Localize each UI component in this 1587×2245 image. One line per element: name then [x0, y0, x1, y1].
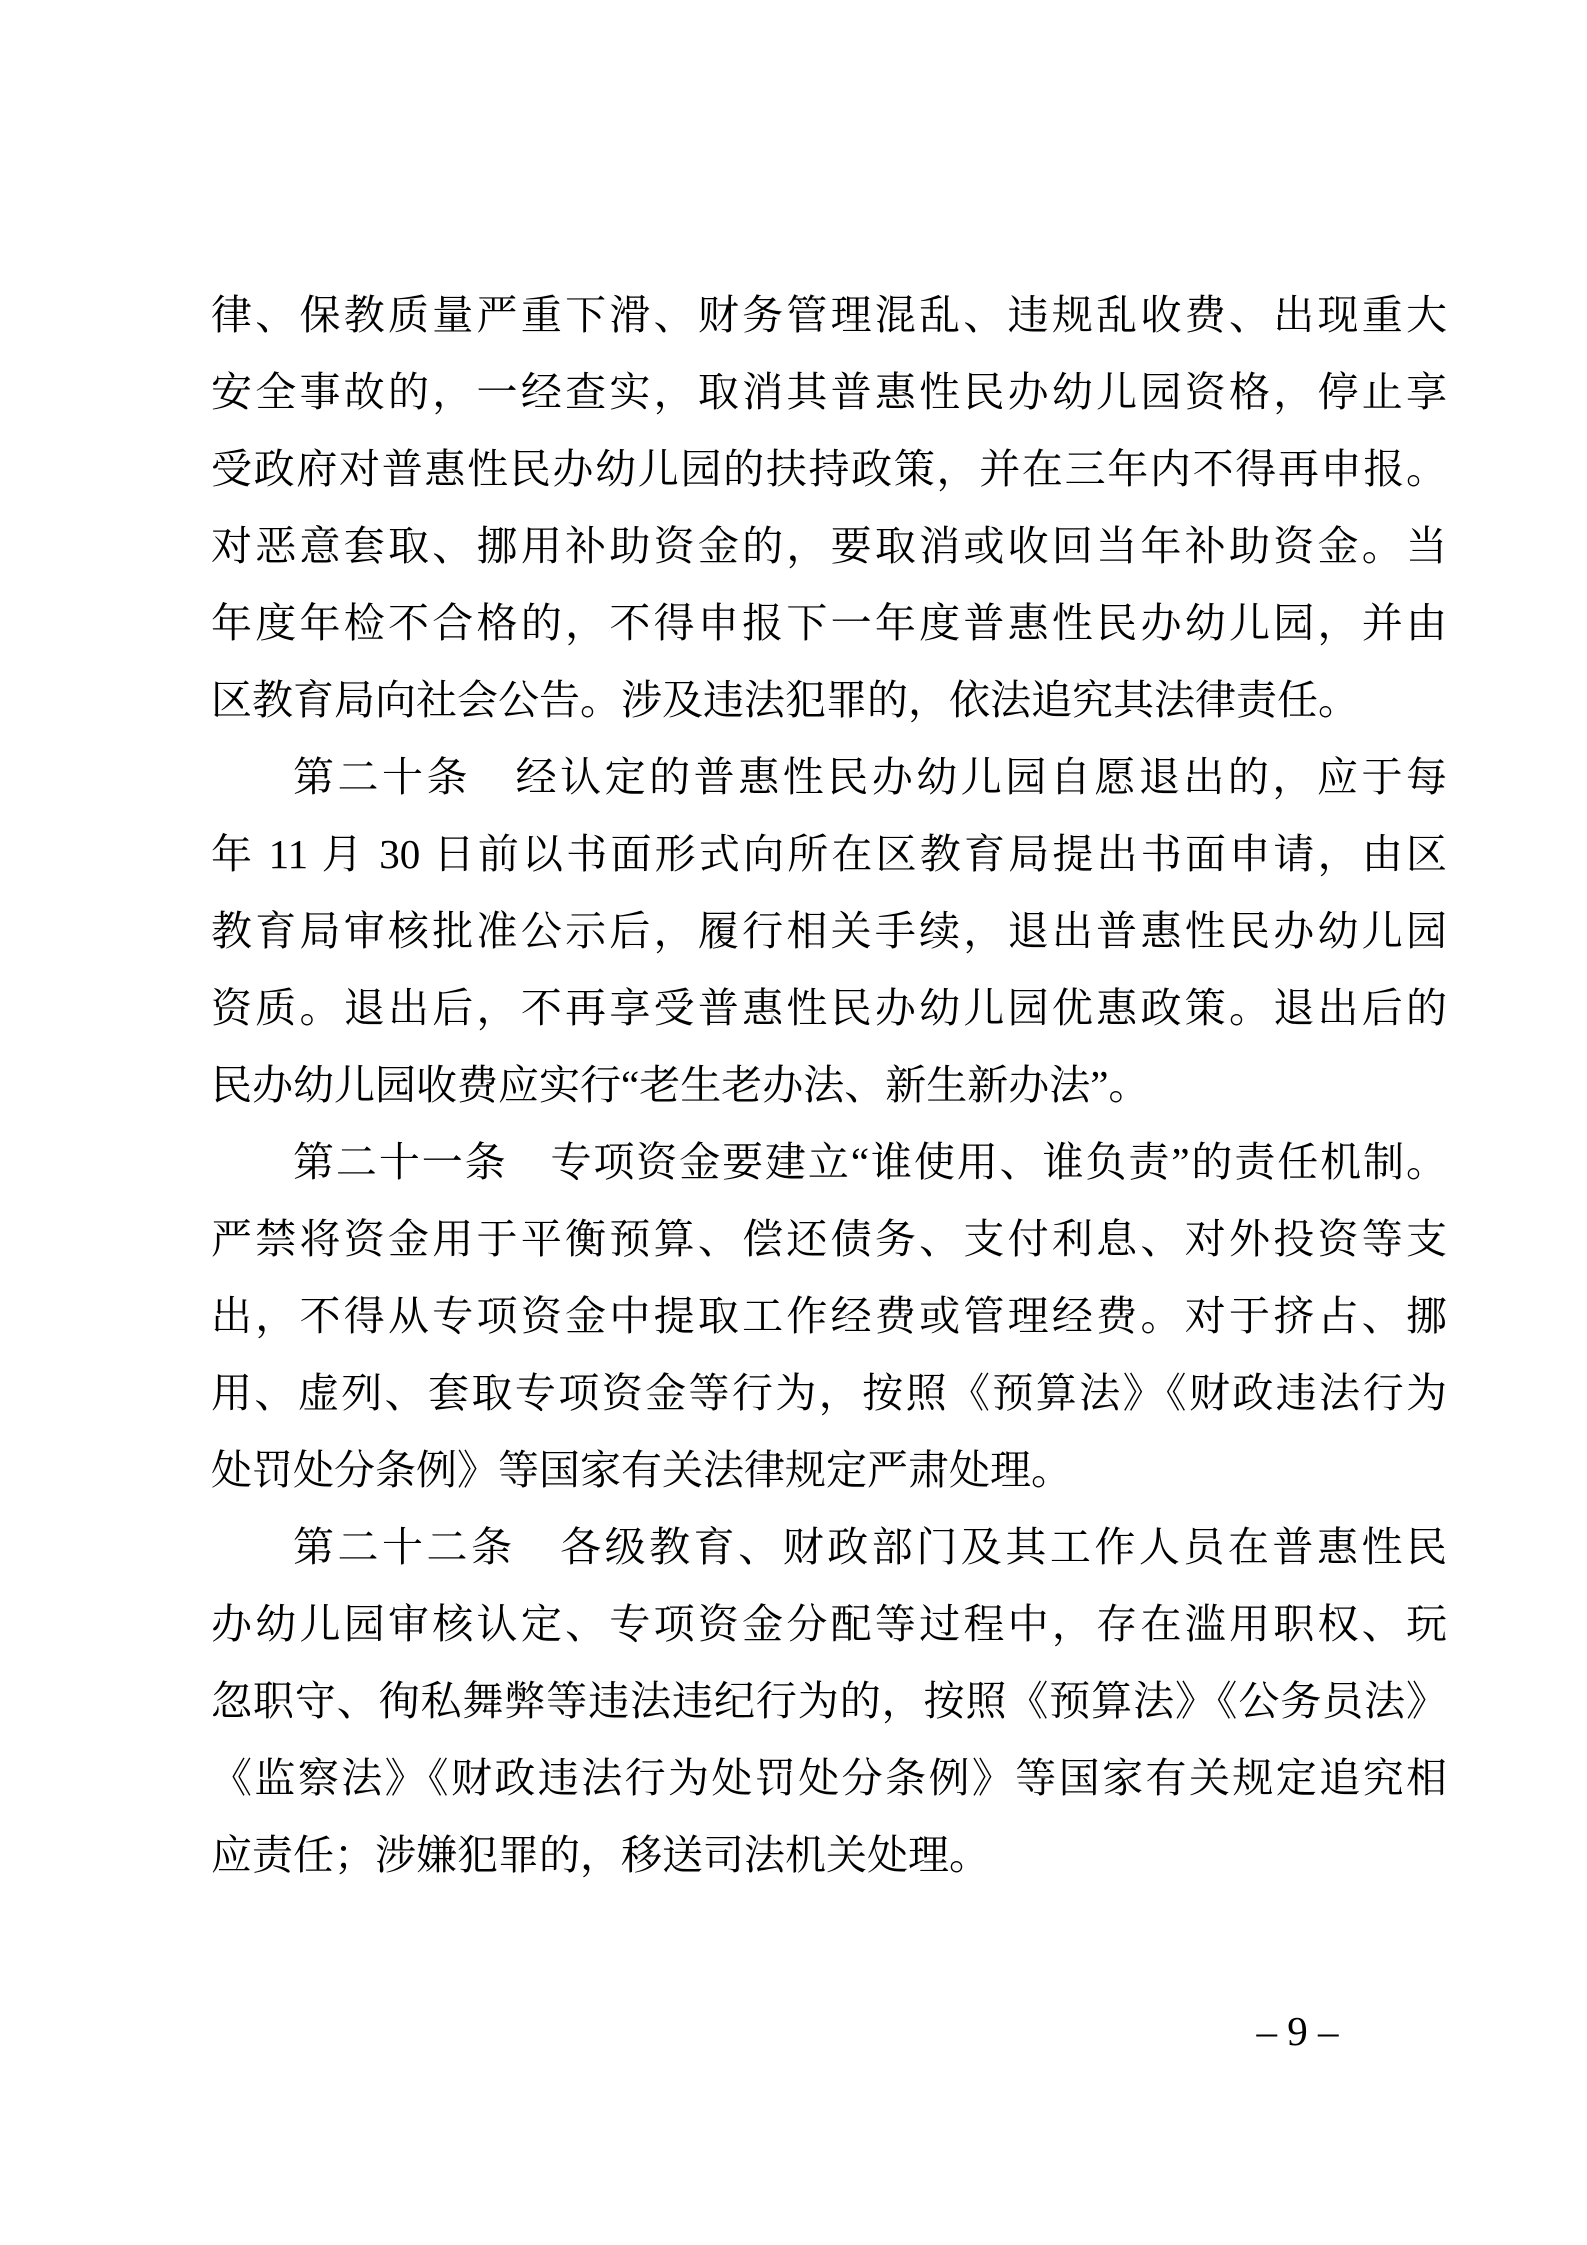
- text-line: 第二十一条 专项资金要建立“谁使用、谁负责”的责任机制。: [293, 1139, 1447, 1185]
- text-line: 用、虚列、套取专项资金等行为，按照《预算法》《财政违法行为: [211, 1370, 1447, 1416]
- text-line: 忽职守、徇私舞弊等违法违纪行为的，按照《预算法》《公务员法》: [211, 1678, 1447, 1724]
- text-line: 安全事故的，一经查实，取消其普惠性民办幼儿园资格，停止享: [211, 369, 1447, 415]
- text-line: 区教育局向社会公告。涉及违法犯罪的，依法追究其法律责任。: [211, 677, 1359, 723]
- page-number: – 9 –: [1256, 2008, 1339, 2054]
- text-line: 《监察法》《财政违法行为处罚处分条例》等国家有关规定追究相: [211, 1755, 1447, 1801]
- text-line: 第二十条 经认定的普惠性民办幼儿园自愿退出的，应于每: [293, 754, 1447, 800]
- text-line: 对恶意套取、挪用补助资金的，要取消或收回当年补助资金。当: [211, 523, 1447, 569]
- text-line: 出，不得从专项资金中提取工作经费或管理经费。对于挤占、挪: [211, 1293, 1447, 1339]
- text-line: 资质。退出后，不再享受普惠性民办幼儿园优惠政策。退出后的: [211, 985, 1447, 1031]
- document-body: [211, 277, 1447, 1894]
- text-line: 办幼儿园审核认定、专项资金分配等过程中，存在滥用职权、玩: [211, 1601, 1447, 1647]
- text-line: 严禁将资金用于平衡预算、偿还债务、支付利息、对外投资等支: [211, 1216, 1447, 1262]
- text-line: 第二十二条 各级教育、财政部门及其工作人员在普惠性民: [293, 1524, 1447, 1570]
- text-line: 年度年检不合格的，不得申报下一年度普惠性民办幼儿园，并由: [211, 600, 1447, 646]
- text-line: 教育局审核批准公示后，履行相关手续，退出普惠性民办幼儿园: [211, 908, 1447, 954]
- text-line: 处罚处分条例》等国家有关法律规定严肃处理。: [211, 1447, 1072, 1493]
- text-line: 受政府对普惠性民办幼儿园的扶持政策，并在三年内不得再申报。: [211, 446, 1447, 492]
- text-line: 年 11 月 30 日前以书面形式向所在区教育局提出书面申请，由区: [211, 831, 1447, 877]
- text-line: 民办幼儿园收费应实行“老生老办法、新生新办法”。: [211, 1062, 1150, 1108]
- text-line: 律、保教质量严重下滑、财务管理混乱、违规乱收费、出现重大: [211, 292, 1447, 338]
- text-line: 应责任；涉嫌犯罪的，移送司法机关处理。: [211, 1832, 990, 1878]
